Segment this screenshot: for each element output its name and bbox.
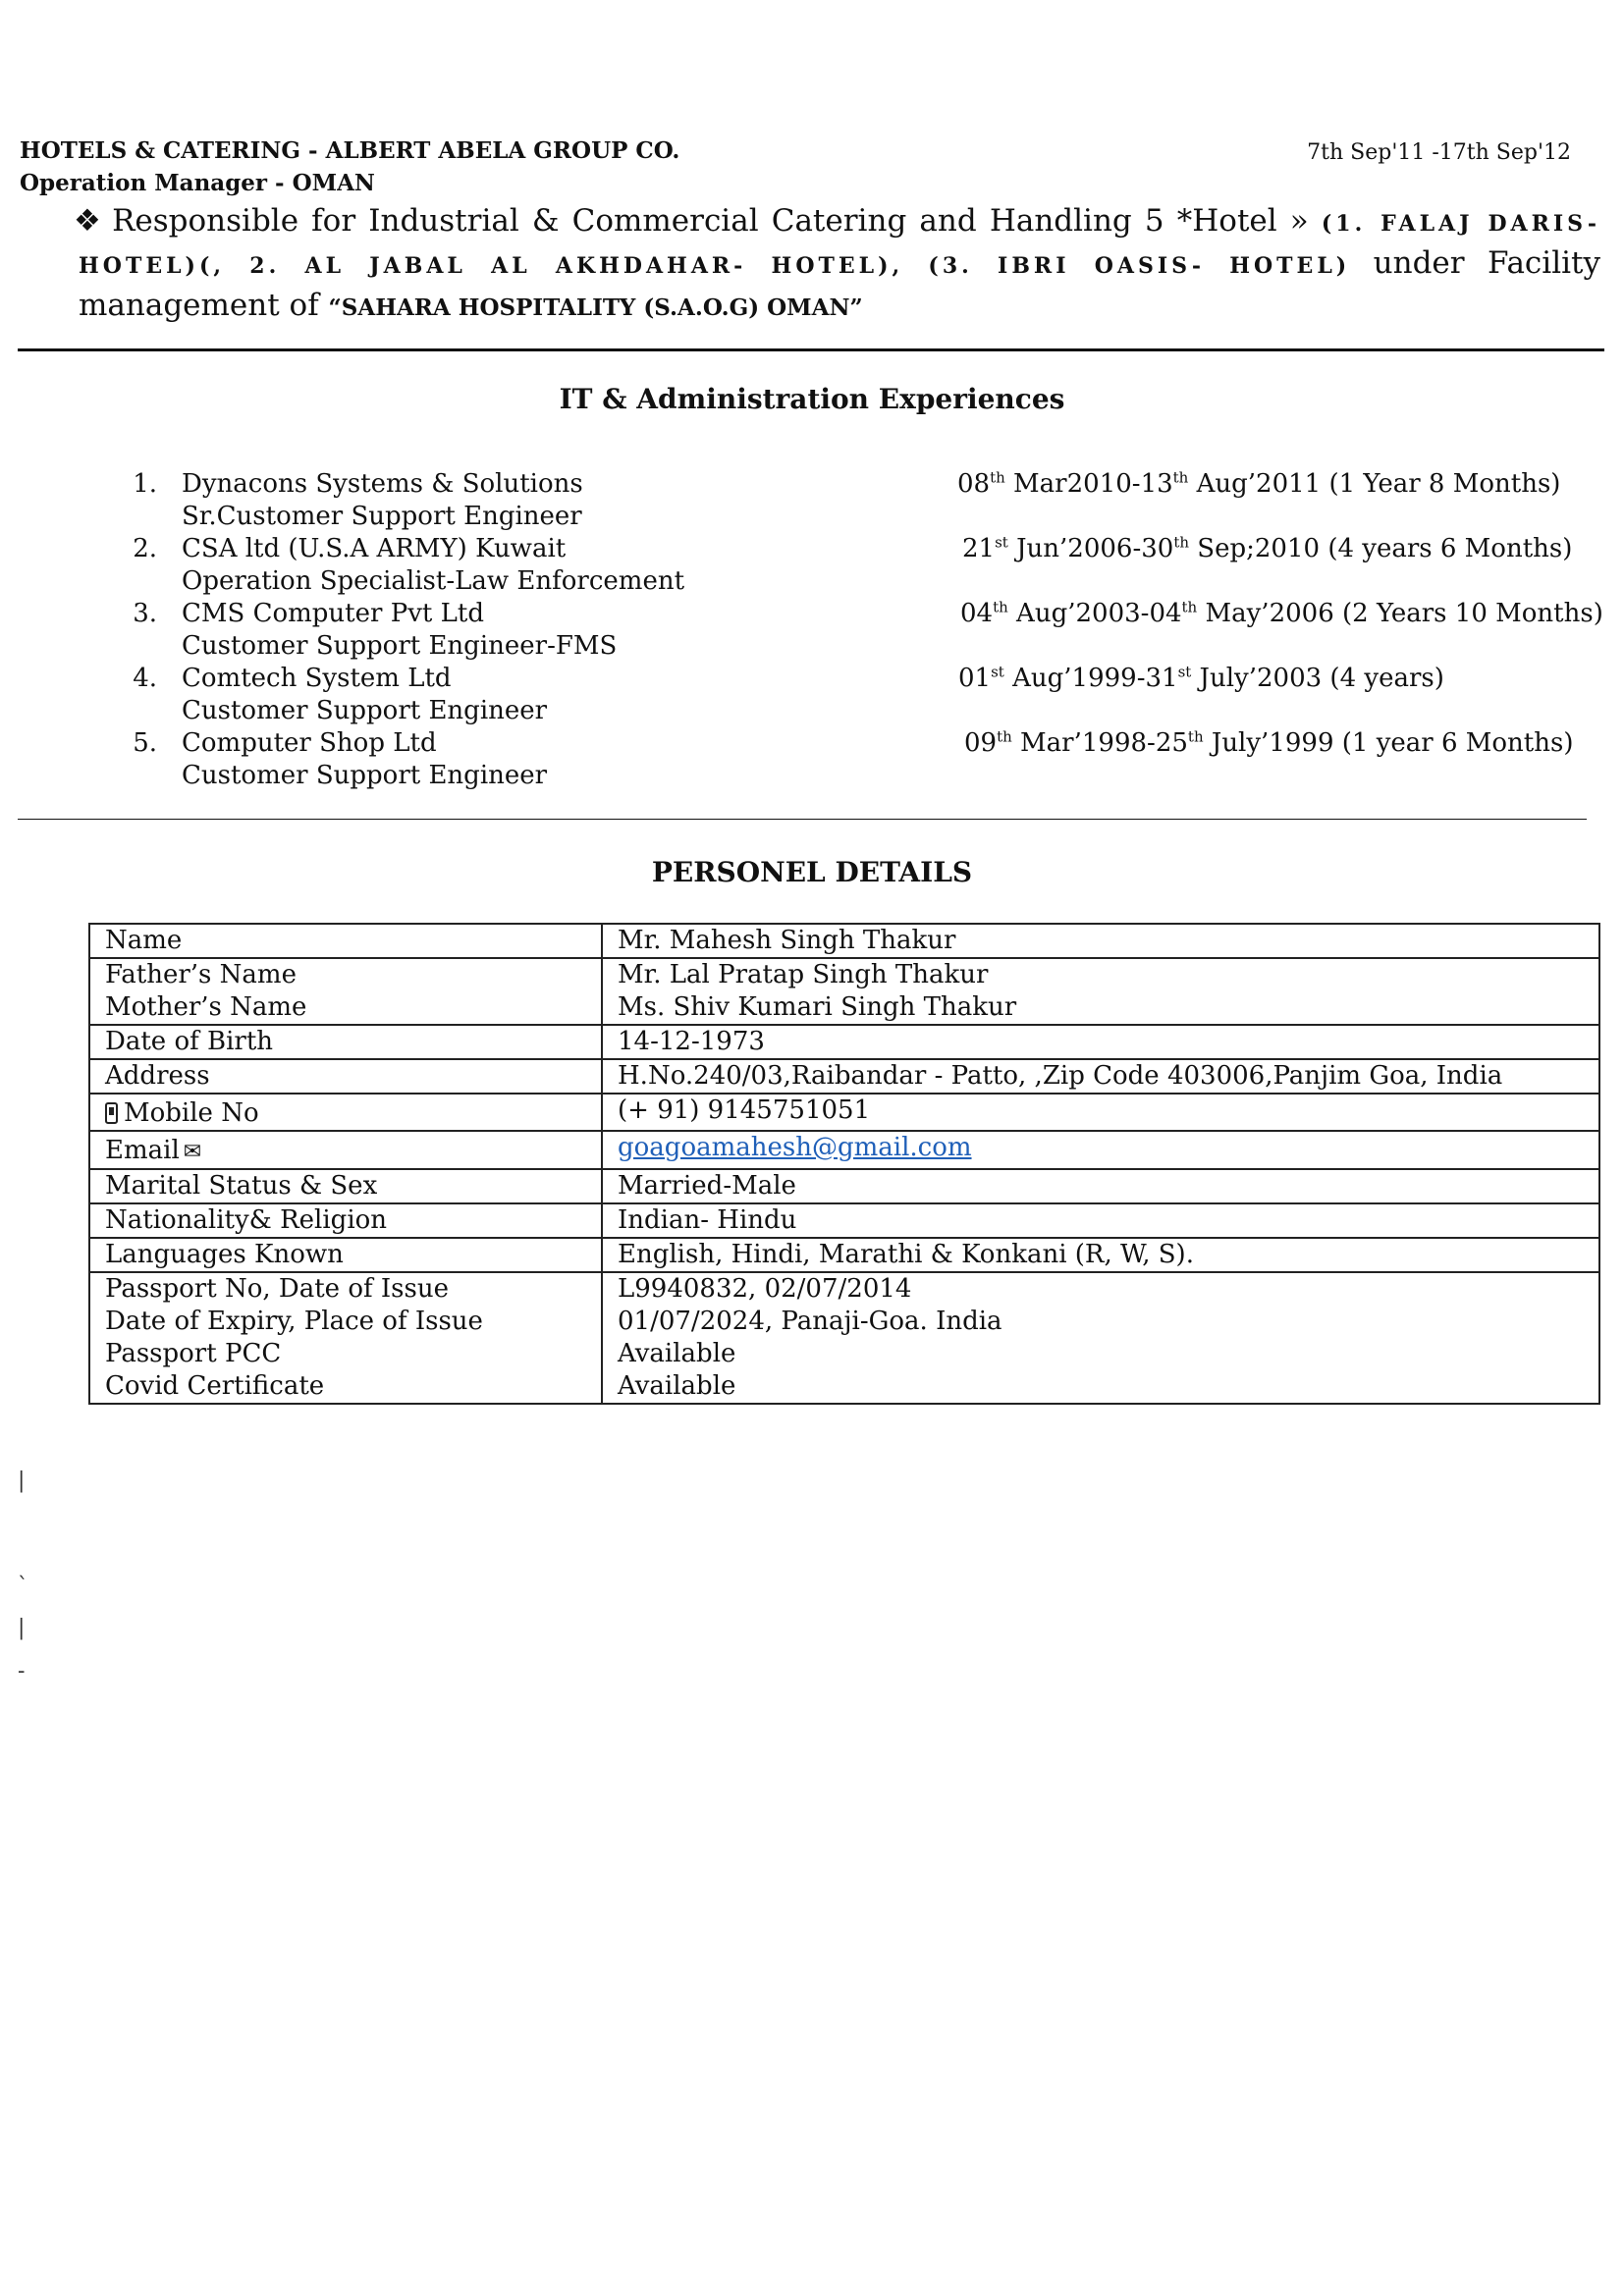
- hotel-list: (1. FALAJ DARIS- HOTEL)(, 2. AL JABAL AL AKHDAHAR- HOTEL), (3. IBRI OASIS- HOTEL): [79, 211, 1600, 279]
- item-role: Customer Support Engineer: [182, 696, 548, 725]
- table-row: [89, 1025, 1599, 1059]
- field-label: Date of Birth: [89, 1025, 602, 1059]
- period-part: 04: [960, 599, 994, 628]
- stray-mark: |: [18, 1616, 26, 1640]
- item-period: [958, 663, 1444, 695]
- expiry-label: Date of Expiry, Place of Issue: [105, 1307, 483, 1336]
- period-part: Aug’2003-04: [1007, 599, 1182, 628]
- period-suffix: th: [1181, 598, 1198, 616]
- email-label: Email: [105, 1136, 180, 1165]
- mobile-phone-icon: [105, 1102, 118, 1124]
- table-row: [89, 1131, 1599, 1169]
- employment-header: [20, 137, 1571, 169]
- responsibility-lead: Responsible for Industrial & Commercial Catering and Handling 5 *Hotel »: [112, 203, 1309, 239]
- item-role: Operation Specialist-Law Enforcement: [182, 566, 685, 596]
- item-period: [962, 533, 1572, 565]
- period-part: Mar2010-13: [1004, 469, 1173, 499]
- period-suffix: th: [1172, 468, 1189, 487]
- period-part: Mar’1998-25: [1011, 728, 1188, 758]
- pcc-value: Available: [618, 1339, 736, 1368]
- item-period: [964, 727, 1574, 760]
- table-row: [89, 1094, 1599, 1131]
- passport-label: Passport No, Date of Issue: [105, 1274, 449, 1304]
- job-role: Operation Manager - OMAN: [20, 170, 375, 196]
- field-label: Nationality& Religion: [89, 1203, 602, 1238]
- responsibility-middle: under Facility management of: [79, 245, 1600, 323]
- field-value: Indian- Hindu: [602, 1203, 1599, 1238]
- employment-dates: 7th Sep'11 -17th Sep'12: [1307, 140, 1571, 165]
- company-name: HOTELS & CATERING - ALBERT ABELA GROUP CO.: [20, 137, 680, 164]
- section-divider: [18, 348, 1604, 351]
- period-suffix: th: [993, 598, 1008, 616]
- item-company: Comtech System Ltd: [182, 664, 452, 693]
- field-value: English, Hindi, Marathi & Konkani (R, W, S).: [602, 1238, 1599, 1272]
- section-divider: [18, 819, 1587, 820]
- field-label: Marital Status & Sex: [89, 1169, 602, 1203]
- it-section-title: IT & Administration Experiences: [559, 383, 1065, 415]
- period-part: 01: [958, 664, 992, 693]
- table-row: [89, 1203, 1599, 1238]
- period-suffix: th: [1173, 533, 1190, 552]
- item-company: CMS Computer Pvt Ltd: [182, 599, 484, 628]
- field-value: [602, 1272, 1599, 1404]
- period-suffix: th: [997, 727, 1012, 746]
- table-row: [89, 1059, 1599, 1094]
- period-suffix: th: [1187, 727, 1204, 746]
- period-part: Aug’1999-31: [1003, 664, 1178, 693]
- field-label: Languages Known: [89, 1238, 602, 1272]
- period-part: 08: [957, 469, 991, 499]
- father-name: Mr. Lal Pratap Singh Thakur: [618, 960, 989, 989]
- table-row: [89, 924, 1599, 958]
- period-part: July’2003 (4 years): [1191, 664, 1444, 693]
- field-label: [89, 1272, 602, 1404]
- field-value: [602, 958, 1599, 1025]
- item-number: 2.: [133, 534, 157, 563]
- period-part: 21: [962, 534, 996, 563]
- passport-value: L9940832, 02/07/2014: [618, 1274, 912, 1304]
- organization-name: “SAHARA HOSPITALITY (S.A.O.G) OMAN”: [328, 294, 863, 321]
- item-number: 4.: [133, 664, 157, 693]
- mother-label: Mother’s Name: [105, 992, 307, 1022]
- period-part: 09: [964, 728, 998, 758]
- period-part: Jun’2006-30: [1007, 534, 1174, 563]
- period-suffix: th: [990, 468, 1005, 487]
- item-number: 1.: [133, 469, 157, 499]
- item-number: 5.: [133, 728, 157, 758]
- item-company: CSA ltd (U.S.A ARMY) Kuwait: [182, 534, 567, 563]
- period-part: July’1999 (1 year 6 Months): [1203, 728, 1574, 758]
- expiry-value: 01/07/2024, Panaji-Goa. India: [618, 1307, 1002, 1336]
- table-row: [89, 1169, 1599, 1203]
- field-label: [89, 958, 602, 1025]
- personal-details-table: [88, 923, 1600, 1405]
- field-label: [89, 1131, 602, 1169]
- field-label: Name: [89, 924, 602, 958]
- field-value: H.No.240/03,Raibandar - Patto, ,Zip Code 403006,Panjim Goa, India: [602, 1059, 1599, 1094]
- field-value: (+ 91) 9145751051: [602, 1094, 1599, 1131]
- period-suffix: st: [1177, 663, 1192, 681]
- stray-mark: -: [18, 1659, 26, 1683]
- period-part: Sep;2010 (4 years 6 Months): [1189, 534, 1573, 563]
- item-period: [960, 598, 1603, 630]
- stray-mark: `: [18, 1575, 28, 1599]
- email-link[interactable]: goagoamahesh@gmail.com: [618, 1133, 972, 1162]
- pcc-label: Passport PCC: [105, 1339, 282, 1368]
- field-value: 14-12-1973: [602, 1025, 1599, 1059]
- item-number: 3.: [133, 599, 157, 628]
- period-suffix: st: [991, 663, 1004, 681]
- field-value: Mr. Mahesh Singh Thakur: [602, 924, 1599, 958]
- period-suffix: st: [995, 533, 1008, 552]
- item-company: Dynacons Systems & Solutions: [182, 469, 583, 499]
- diamond-bullet-icon: ❖: [74, 203, 105, 239]
- period-part: May’2006 (2 Years 10 Months): [1197, 599, 1603, 628]
- table-row: [89, 1272, 1599, 1404]
- responsibility-bullet: [74, 201, 1600, 328]
- item-role: Customer Support Engineer: [182, 761, 548, 790]
- table-row: [89, 1238, 1599, 1272]
- envelope-icon: ✉: [183, 1140, 202, 1164]
- field-label: [89, 1094, 602, 1131]
- mother-name: Ms. Shiv Kumari Singh Thakur: [618, 992, 1017, 1022]
- field-value: [602, 1131, 1599, 1169]
- item-role: Customer Support Engineer-FMS: [182, 631, 618, 661]
- item-role: Sr.Customer Support Engineer: [182, 502, 582, 531]
- covid-value: Available: [618, 1371, 736, 1401]
- table-row: [89, 958, 1599, 1025]
- father-label: Father’s Name: [105, 960, 297, 989]
- personal-section-title: PERSONEL DETAILS: [651, 856, 973, 888]
- covid-label: Covid Certificate: [105, 1371, 325, 1401]
- stray-mark: |: [18, 1468, 26, 1493]
- mobile-label: Mobile No: [124, 1098, 259, 1128]
- item-period: [957, 468, 1560, 501]
- field-value: Married-Male: [602, 1169, 1599, 1203]
- item-company: Computer Shop Ltd: [182, 728, 437, 758]
- field-label: Address: [89, 1059, 602, 1094]
- period-part: Aug’2011 (1 Year 8 Months): [1188, 469, 1561, 499]
